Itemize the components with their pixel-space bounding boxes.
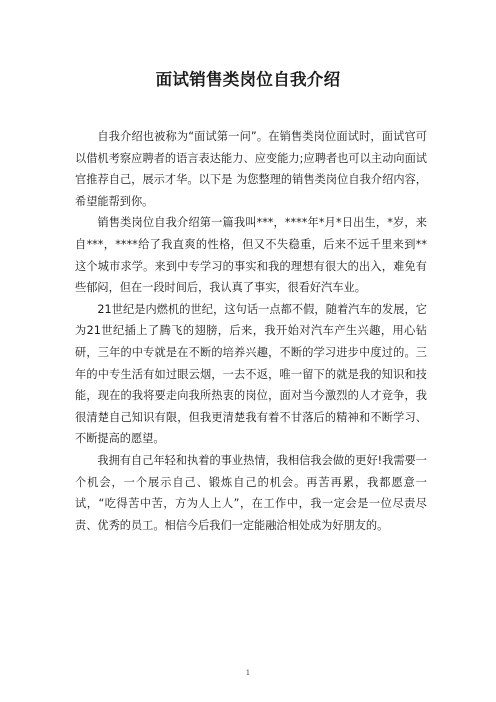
- paragraph-closing: 我拥有自己年轻和执着的事业热情，我相信我会做的更好!我需要一个机会，一个展示自己、锻炼自己的机会。再苦再累，我都愿意一试，“吃得苦中苦，方为人上人”，在工作中，我一定会是一位尽责尽责、优秀的员工。相信今后我们一定能融洽相处成为好朋友的。: [75, 453, 427, 532]
- document-title: 面试销售类岗位自我介绍: [155, 70, 341, 89]
- paragraph-intro: 自我介绍也被称为“面试第一问”。在销售类岗位面试时，面试官可以借机考察应聘者的语言表达能力、应变能力;应聘者也可以主动向面试官推荐自己，展示才华。以下是 为您整理的销售类岗位自我介绍内容，希望能帮到你。: [75, 130, 427, 208]
- document-body: [75, 126, 427, 536]
- page-number: 1: [245, 669, 251, 677]
- paragraph-automobile: 21世纪是内燃机的世纪，这句话一点都不假，随着汽车的发展，它为21世纪插上了腾飞的翅膀，后来，我开始对汽车产生兴趣，用心钻研，三年的中专就是在不断的培养兴趣，不断的学习进步中度过的。三年的中专生活有如过眼云烟，一去不返，唯一留下的就是我的知识和技能，现在的我将要走向我所热衷的岗位，面对当今激烈的人才竞争，我很清楚自己知识有限，但我更清楚我有着不甘落后的精神和不断学习、不断提高的愿望。: [75, 302, 427, 446]
- paragraph-first-article: 销售类岗位自我介绍第一篇我叫***，****年*月*日出生，*岁，来自***，****给了我直爽的性格，但又不失稳重，后来不远千里来到**这个城市求学。来到中专学习的事实和我的理想有很大的出入，难免有些郁闷，但在一段时间后，我认真了事实，很看好汽车业。: [75, 216, 427, 295]
